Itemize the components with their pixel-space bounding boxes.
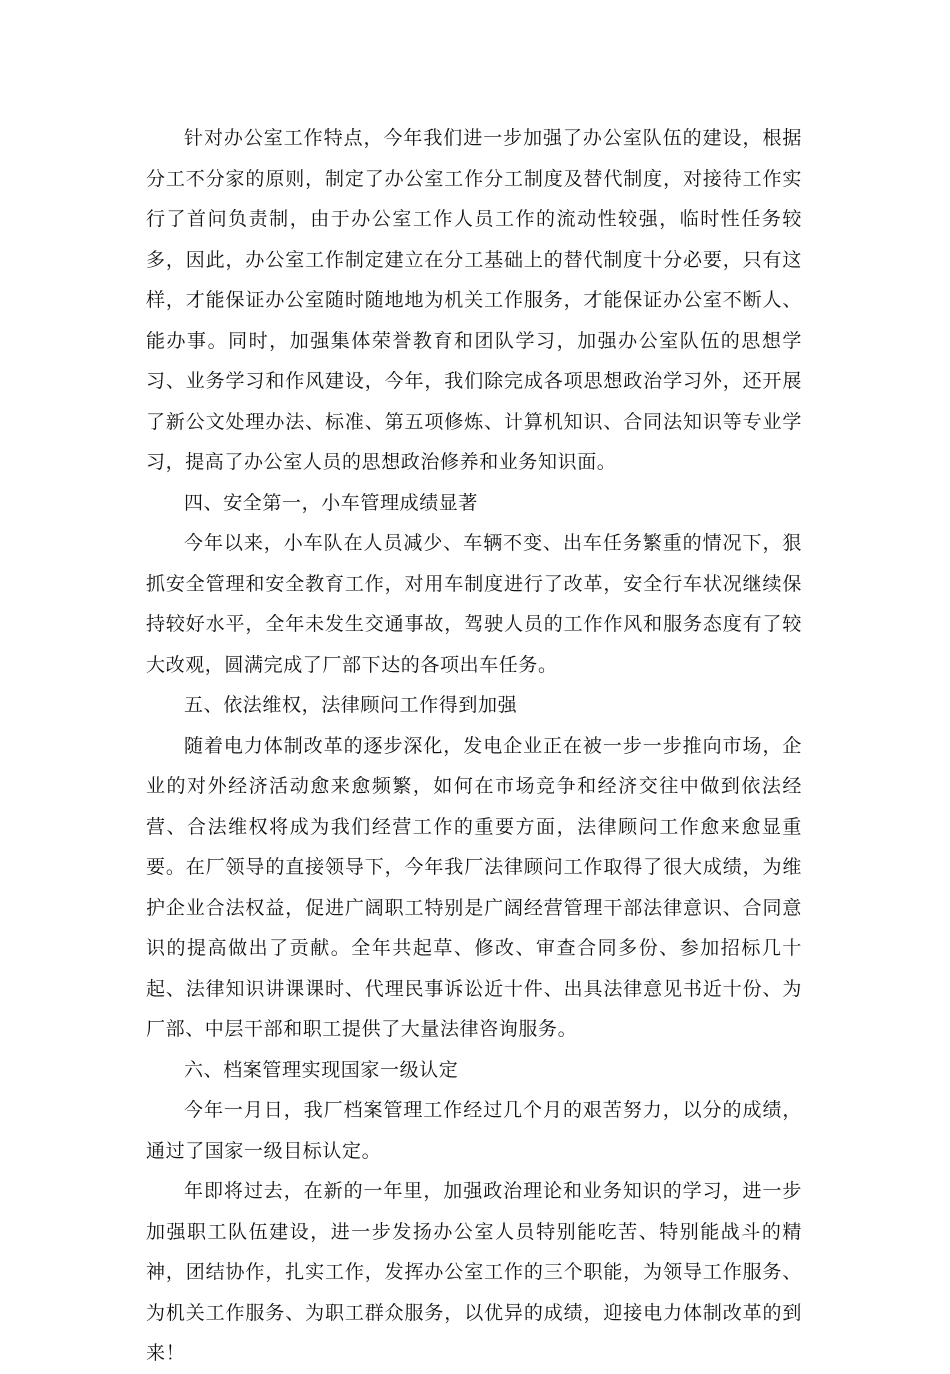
section-heading-legal-counsel: 五、依法维权，法律顾问工作得到加强 [184,694,518,716]
paragraph-vehicle-safety: 今年以来，小车队在人员减少、车辆不变、出车任务繁重的情况下，狠抓安全管理和安全教育工作，对用车制度进行了改革，安全行车状况继续保持较好水平，全年未发生交通事故，驾驶人员的工作作风和服务态度有了较大改观，圆满完成了厂部下达的各项出车任务。 [146,532,802,676]
document-page [146,118,802,1374]
section-heading-archive-management: 六、档案管理实现国家一级认定 [184,1058,459,1081]
paragraph-closing: 年即将过去，在新的一年里，加强政治理论和业务知识的学习，进一步加强职工队伍建设，进一步发扬办公室人员特别能吃苦、特别能战斗的精神，团结协作，扎实工作，发挥办公室工作的三个职能，为领导工作服务、为机关工作服务、为职工群众服务，以优异的成绩，迎接电力体制改革的到来！ [146,1180,802,1364]
paragraph-legal-counsel: 随着电力体制改革的逐步深化，发电企业正在被一步一步推向市场，企业的对外经济活动愈来愈频繁，如何在市场竞争和经济交往中做到依法经营、合法维权将成为我们经营工作的重要方面，法律顾问工作愈来愈显重要。在厂领导的直接领导下，今年我厂法律顾问工作取得了很大成绩，为维护企业合法权益，促进广阔职工特别是广阔经营管理干部法律意识、合同意识的提高做出了贡献。全年共起草、修改、审查合同多份、参加招标几十起、法律知识讲课课时、代理民事诉讼近十件、出具法律意见书近十份、为厂部、中层干部和职工提供了大量法律咨询服务。 [146,734,802,1040]
paragraph-archive-management: 今年一月日，我厂档案管理工作经过几个月的艰苦努力，以分的成绩，通过了国家一级目标认定。 [146,1099,802,1162]
section-heading-vehicle-safety: 四、安全第一，小车管理成绩显著 [184,491,479,514]
paragraph-office-team: 针对办公室工作特点，今年我们进一步加强了办公室队伍的建设，根据分工不分家的原则，制定了办公室工作分工制度及替代制度，对接待工作实行了首问负责制，由于办公室工作人员工作的流动性较强，临时性任务较多，因此，办公室工作制定建立在分工基础上的替代制度十分必要，只有这样，才能保证办公室随时随地地为机关工作服务，才能保证办公室不断人、能办事。同时，加强集体荣誉教育和团队学习，加强办公室队伍的思想学习、业务学习和作风建设，今年，我们除完成各项思想政治学习外，还开展了新公文处理办法、标准、第五项修炼、计算机知识、合同法知识等专业学习，提高了办公室人员的思想政治修养和业务知识面。 [146,127,802,473]
